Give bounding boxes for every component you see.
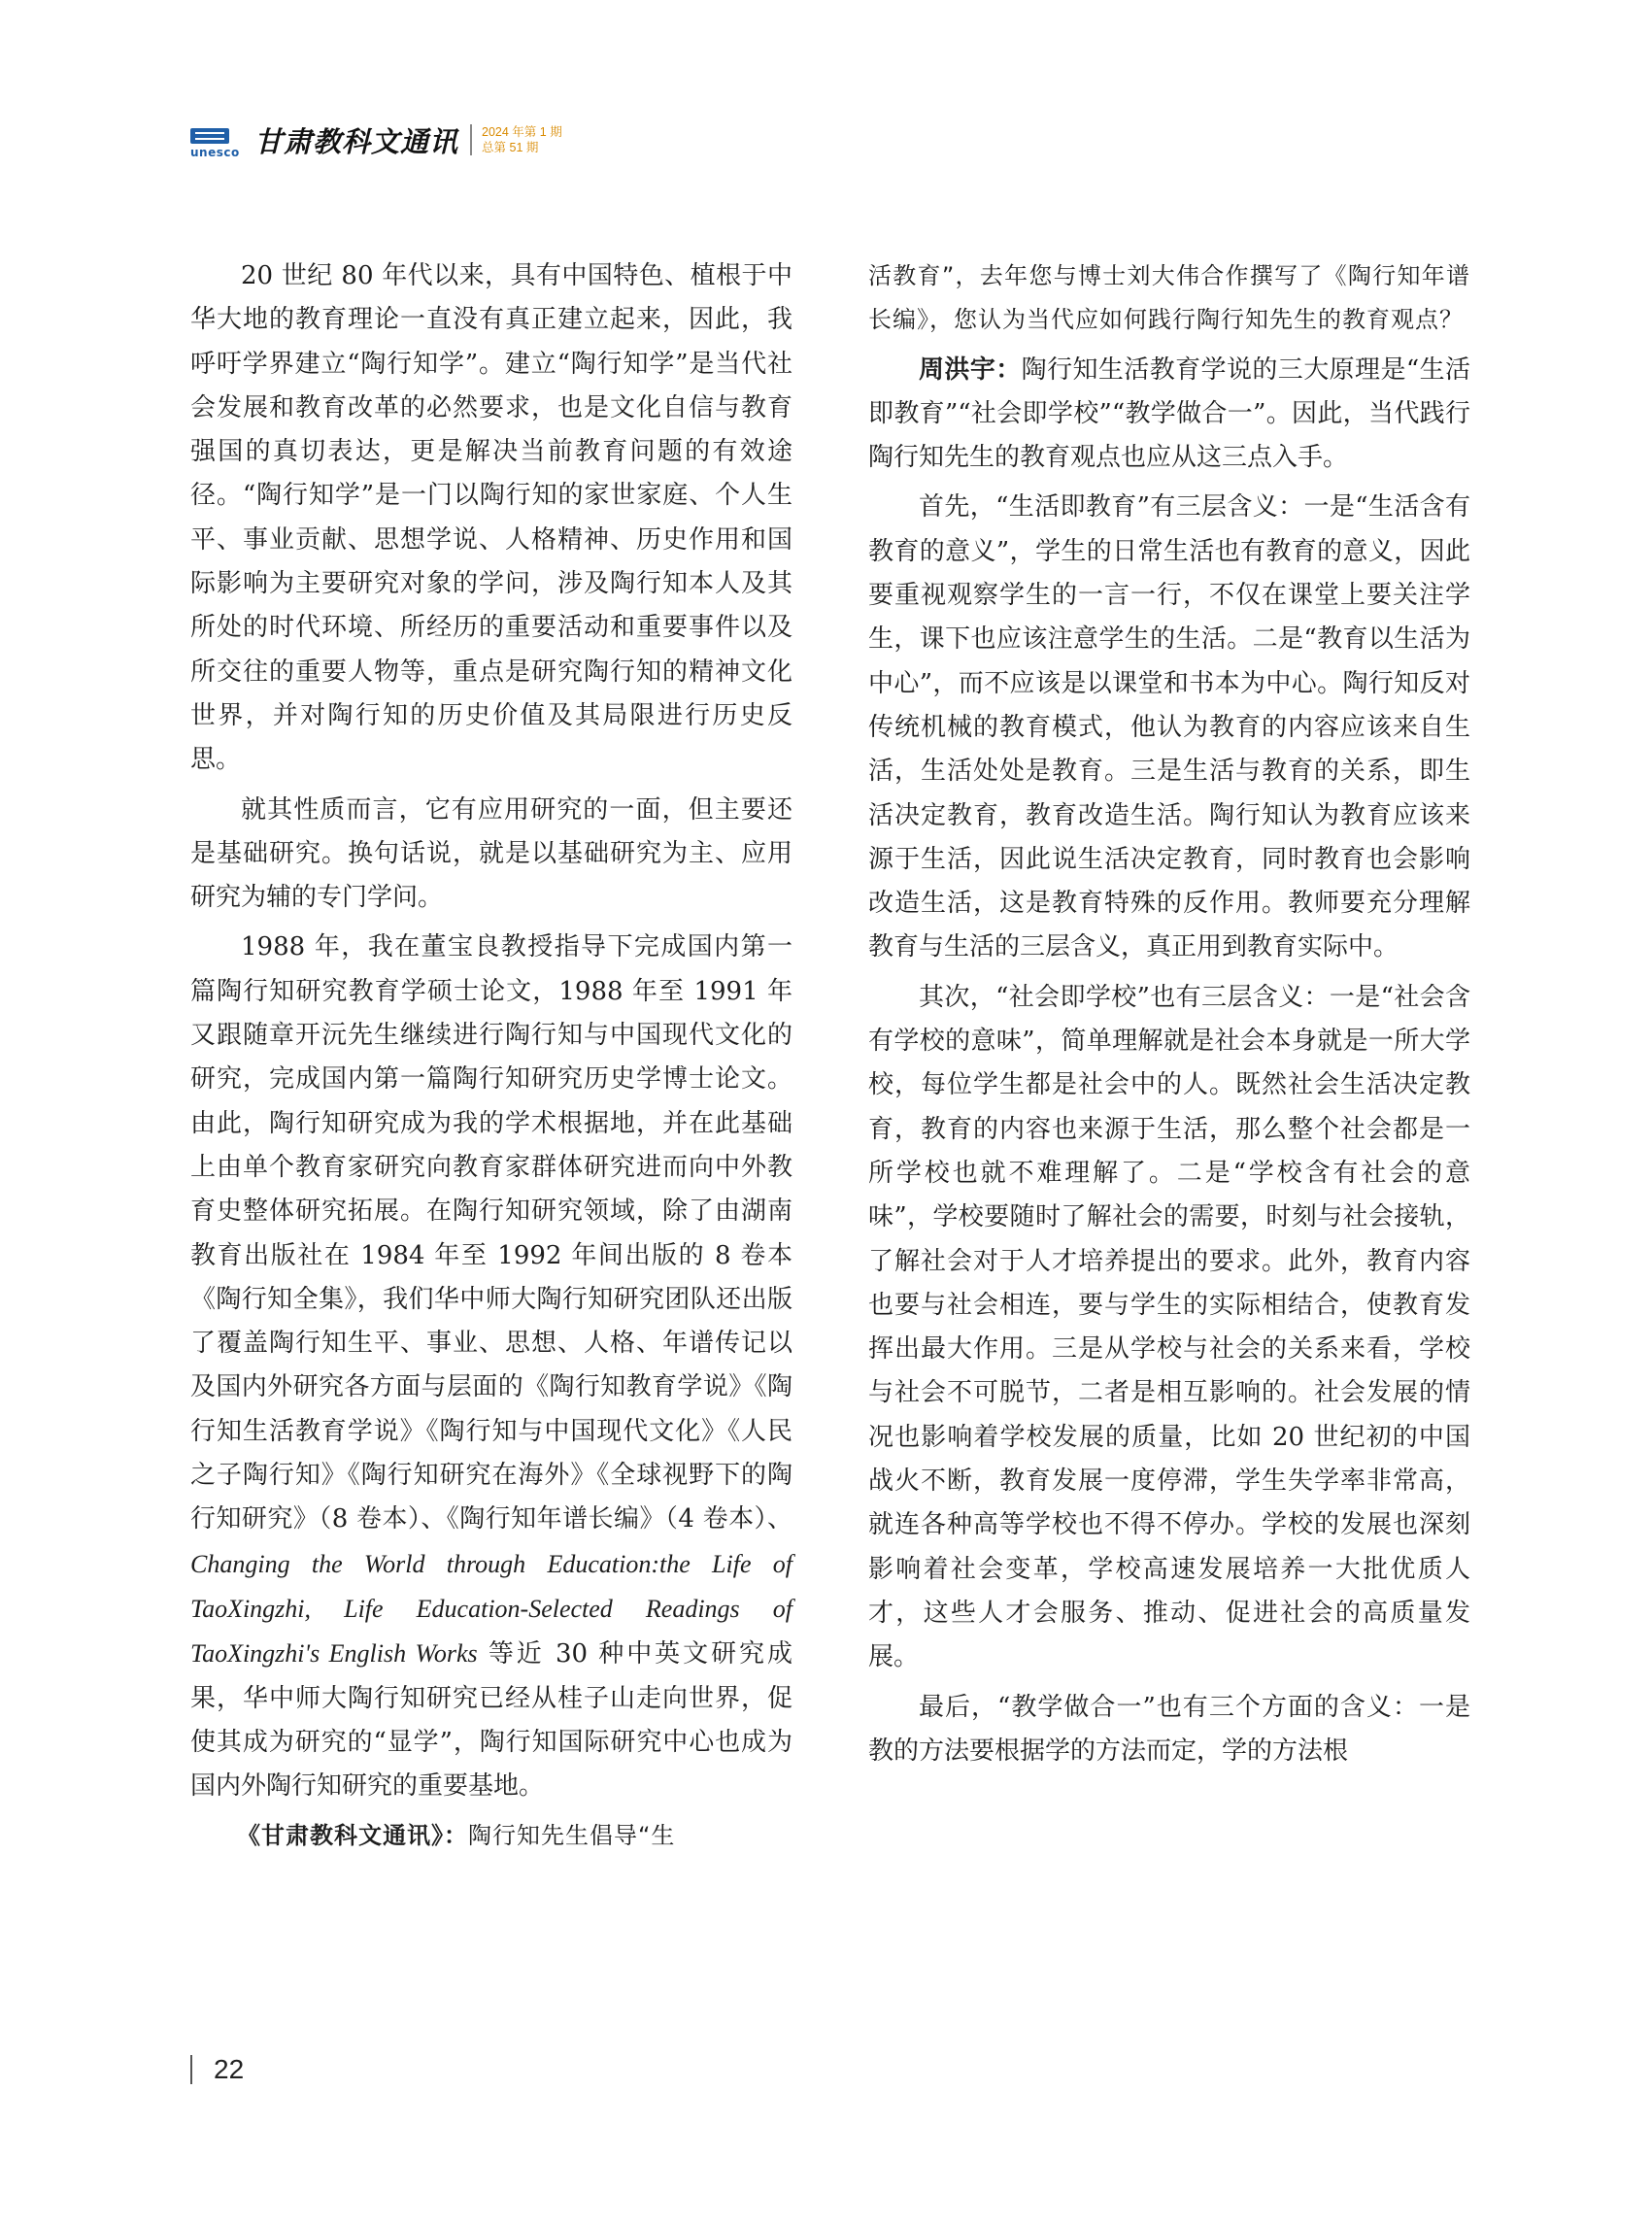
answer-text: 陶行知生活教育学说的三大原理是“生活即教育”“社会即学校”“教学做合一”。因此，当代践行陶行知先生的教育观点也应从这三点入手。 (868, 354, 1470, 473)
interview-question (190, 1814, 792, 1858)
paragraph: 就其性质而言，它有应用研究的一面，但主要还是基础研究。换句话说，就是以基础研究为主、应用研究为辅的专门学问。 (190, 794, 792, 913)
unesco-logo-text: unesco (190, 146, 240, 159)
paragraph: 20 世纪 80 年代以来，具有中国特色、植根于中华大地的教育理论一直没有真正建立起来，因此，我呼吁学界建立“陶行知学”。建立“陶行知学”是当代社会发展和教育改革的必然要求，也是文化自信与教育强国的真切表达，更是解决当前教育问题的有效途径。“陶行知学”是一门以陶行知的家世家庭、个人生平、事业贡献、思想学说、人格精神、历史作用和国际影响为主要研究对象的学问，涉及陶行知本人及其所处的时代环境、所经历的重要活动和重要事件以及所交往的重要人物等，重点是研究陶行知的精神文化世界，并对陶行知的历史价值及其局限进行历史反思。 (190, 261, 792, 775)
paragraph-text: 1988 年，我在董宝良教授指导下完成国内第一篇陶行知研究教育学硕士论文，1988 年至 1991 年又跟随章开沅先生继续进行陶行知与中国现代文化的研究，完成国内第一篇陶行知研究历史学博士论文。由此，陶行知研究成为我的学术根据地，并在此基础上由单个教育家研究向教育家群体研究进而向中外教育史整体研究拓展。在陶行知研究领域，除了由湖南教育出版社在 1984 年至 1992 年间出版的 8 卷本《陶行知全集》，我们华中师大陶行知研究团队还出版了覆盖陶行知生平、事业、思想、人格、年谱传记以及国内外研究各方面与层面的《陶行知教育学说》《陶行知生活教育学说》《陶行知与中国现代文化》《人民之子陶行知》《陶行知研究在海外》《全球视野下的陶行知研究》（8 卷本）、《陶行知年谱长编》（4 卷本）、 (190, 932, 792, 1534)
page-header (190, 120, 562, 159)
page-footer (190, 2054, 244, 2085)
page-number: 22 (214, 2054, 245, 2084)
unesco-logo (190, 121, 249, 158)
issue-info (482, 124, 562, 155)
paragraph: 最后，“教学做合一”也有三个方面的含义：一是教的方法要根据学的方法而定，学的方法根 (868, 1692, 1470, 1766)
right-column (868, 254, 1470, 1779)
unesco-emblem-icon (190, 128, 229, 144)
speaker-label: 周洪宇： (919, 354, 1022, 385)
paragraph: 首先，“生活即教育”有三层含义：一是“生活含有教育的意义”，学生的日常生活也有教育的意义，因此要重视观察学生的一言一行，不仅在课堂上要关注学生，课下也应该注意学生的生活。二是“教育以生活为中心”，而不应该是以课堂和书本为中心。陶行知反对传统机械的教育模式，他认为教育的内容应该来自生活，生活处处是教育。三是生活与教育的关系，即生活决定教育，教育改造生活。陶行知认为教育应该来源于生活，因此说生活决定教育，同时教育也会影响改造生活，这是教育特殊的反作用。教师要充分理解教育与生活的三层含义，真正用到教育实际中。 (868, 492, 1470, 962)
question-label: 《甘肃教科文通讯》： (237, 1822, 468, 1850)
english-titles: Changing the World through Education:the Life of TaoXingzhi, Life Education-Selected Readings of TaoXingzhi's English Works (190, 1549, 792, 1669)
interview-question-continued: 活教育”，去年您与博士刘大伟合作撰写了《陶行知年谱长编》，您认为当代应如何践行陶行知先生的教育观点？ (868, 262, 1470, 334)
issue-total: 总第 51 期 (482, 141, 539, 154)
paragraph (190, 926, 792, 1808)
answer-paragraph (868, 349, 1470, 481)
paragraph-text: 等近 30 种中英文研究成果，华中师大陶行知研究已经从桂子山走向世界，促使其成为研究的“显学”，陶行知国际研究中心也成为国内外陶行知研究的重要基地。 (190, 1639, 792, 1802)
magazine-title: 甘肃教科文通讯 (254, 124, 459, 158)
header-divider (470, 124, 472, 155)
left-column (190, 254, 792, 1865)
paragraph: 其次，“社会即学校”也有三层含义：一是“社会含有学校的意味”，简单理解就是社会本身就是一所大学校，每位学生都是社会中的人。既然社会生活决定教育，教育的内容也来源于生活，那么整个社会都是一所学校也就不难理解了。二是“学校含有社会的意味”，学校要随时了解社会的需要，时刻与社会接轨，了解社会对于人才培养提出的要求。此外，教育内容也要与社会相连，要与学生的实际相结合，使教育发挥出最大作用。三是从学校与社会的关系来看，学校与社会不可脱节，二者是相互影响的。社会发展的情况也影响着学校发展的质量，比如 20 世纪初的中国战火不断，教育发展一度停滞，学生失学率非常高，就连各种高等学校也不得不停办。学校的发展也深刻影响着社会变革，学校高速发展培养一大批优质人才，这些人才会服务、推动、促进社会的高质量发展。 (868, 982, 1470, 1672)
issue-number: 2024 年第 1 期 (482, 125, 562, 139)
footer-divider (190, 2055, 192, 2084)
question-text: 陶行知先生倡导“生 (468, 1822, 676, 1850)
